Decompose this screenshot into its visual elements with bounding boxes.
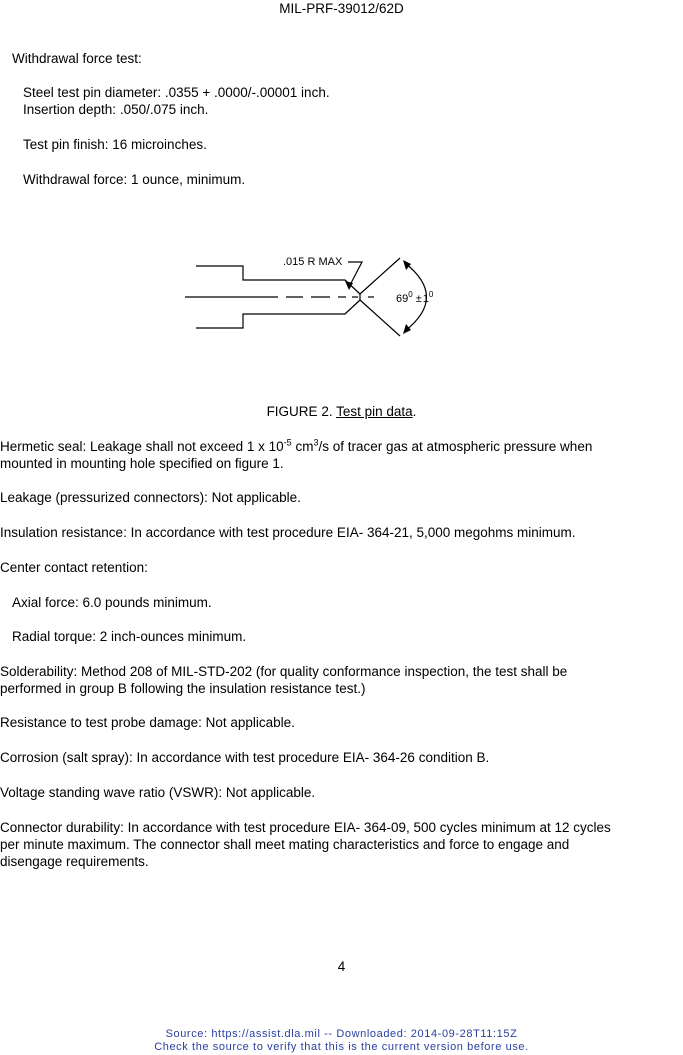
radius-label: .015 R MAX <box>283 256 343 268</box>
footer-verify-line: Check the source to verify that this is the current version before use. <box>154 1041 529 1053</box>
pin-diameter-line: Steel test pin diameter: .0355 + .0000/-.00001 inch. <box>23 85 330 100</box>
solderability-line-2: performed in group B following the insulation resistance test.) <box>0 681 366 696</box>
angle-label: $69^0 \pm 1^0$ <box>396 290 434 305</box>
hermetic-seal-line-1: Hermetic seal: Leakage shall not exceed 1 x $10^{-5}$ $cm^3/s$ of tracer gas at atmospheric pressure when <box>0 437 593 454</box>
retention-title: Center contact retention: <box>0 560 148 575</box>
durability-line-3: disengage requirements. <box>0 854 149 869</box>
withdrawal-force-line: Withdrawal force: 1 ounce, minimum. <box>23 172 246 187</box>
angle-extension-lower <box>360 300 400 336</box>
leakage-line: Leakage (pressurized connectors): Not applicable. <box>0 490 301 505</box>
axial-force-line: Axial force: 6.0 pounds minimum. <box>12 595 212 610</box>
vswr-line: Voltage standing wave ratio (VSWR): Not applicable. <box>0 785 316 800</box>
probe-damage-line: Resistance to test probe damage: Not applicable. <box>0 715 295 730</box>
figure-caption: FIGURE 2. Test pin data. <box>266 404 417 419</box>
pin-finish-line: Test pin finish: 16 microinches. <box>23 137 207 152</box>
footer-source-line: Source: https://assist.dla.mil -- Downloaded: 2014-09-28T11:15Z <box>165 1028 518 1040</box>
hermetic-seal-line-2: mounted in mounting hole specified on figure 1. <box>0 456 284 471</box>
solderability-line-1: Solderability: Method 208 of MIL-STD-202 (for quality conformance inspection, the test shall be <box>0 664 568 679</box>
pin-outline-bottom <box>196 300 360 328</box>
radial-torque-line: Radial torque: 2 inch-ounces minimum. <box>12 629 247 644</box>
test-pin-diagram <box>0 0 683 400</box>
pin-outline-top <box>196 266 360 294</box>
durability-line-2: per minute maximum. The connector shall meet mating characteristics and force to engage and <box>0 837 570 852</box>
insulation-resistance-line: Insulation resistance: In accordance with test procedure EIA- 364-21, 5,000 megohms minimum. <box>0 525 576 540</box>
durability-line-1: Connector durability: In accordance with test procedure EIA- 364-09, 500 cycles minimum at 12 cycles <box>0 820 611 835</box>
corrosion-line: Corrosion (salt spray): In accordance with test procedure EIA- 364-26 condition B. <box>0 750 490 765</box>
angle-extension-upper <box>360 258 400 294</box>
document-id: MIL-PRF-39012/62D <box>279 1 404 16</box>
page-number: 4 <box>337 959 346 974</box>
insertion-depth-line: Insertion depth: .050/.075 inch. <box>23 102 209 117</box>
withdrawal-title: Withdrawal force test: <box>12 51 142 66</box>
